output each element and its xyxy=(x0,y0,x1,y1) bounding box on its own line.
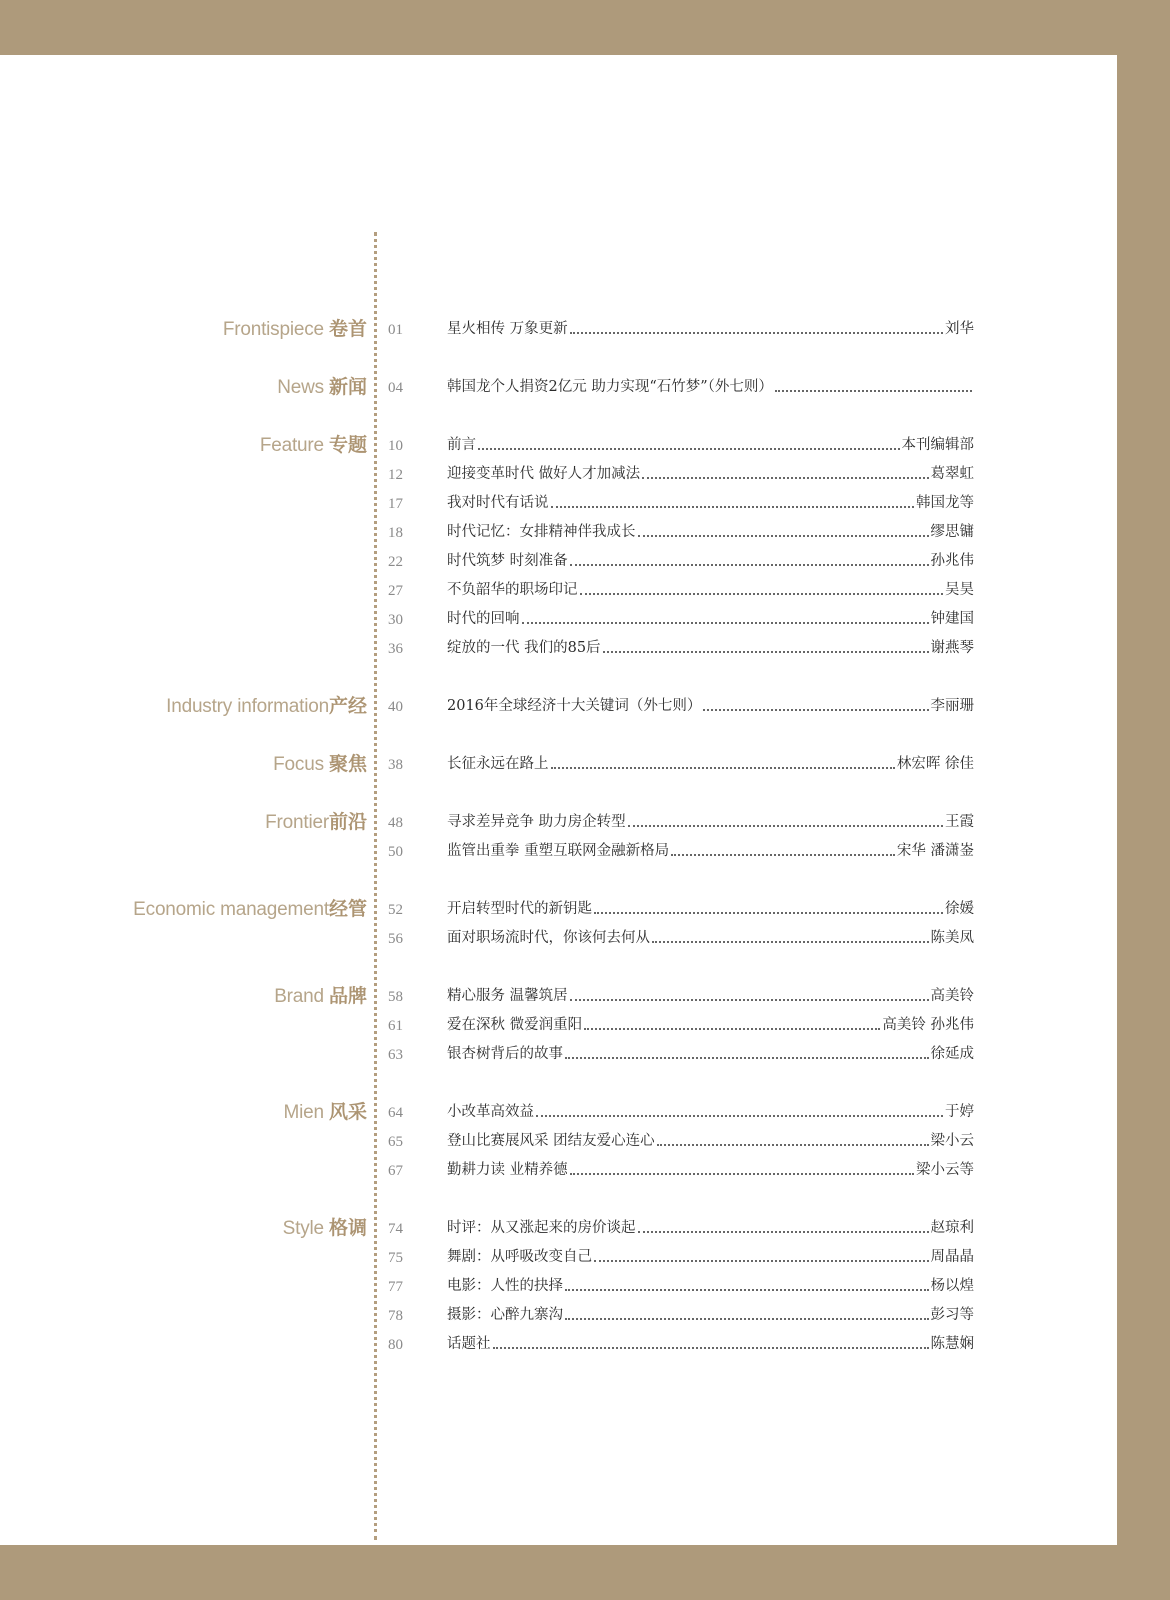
toc-entry[interactable] xyxy=(0,460,1117,489)
entry-line xyxy=(447,1040,974,1069)
article-title[interactable]: 小改革高效益 xyxy=(447,1104,534,1120)
dot-leader xyxy=(570,998,929,1001)
entry-line xyxy=(447,489,974,518)
entry-line xyxy=(447,1243,974,1272)
page-number: 30 xyxy=(388,612,403,628)
dot-leader xyxy=(570,563,929,566)
page-number: 67 xyxy=(388,1163,403,1179)
article-title[interactable]: 星火相传 万象更新 xyxy=(447,321,568,337)
toc-section xyxy=(0,373,1117,402)
article-author: 李丽珊 xyxy=(930,698,974,714)
table-of-contents xyxy=(0,315,1117,1387)
article-title[interactable]: 话题社 xyxy=(447,1336,491,1352)
toc-entry[interactable] xyxy=(0,1330,1117,1359)
article-title[interactable]: 前言 xyxy=(447,437,476,453)
article-author: 高美铃 孙兆伟 xyxy=(882,1017,974,1033)
right-frame-bar xyxy=(1117,0,1170,1600)
dot-leader xyxy=(642,476,928,479)
article-author: 王霞 xyxy=(945,814,974,830)
toc-section xyxy=(0,750,1117,779)
page-number: 75 xyxy=(388,1250,403,1266)
article-title[interactable]: 勤耕力读 业精养德 xyxy=(447,1162,568,1178)
article-author: 陈美凤 xyxy=(930,930,974,946)
dot-leader xyxy=(551,766,895,769)
article-title[interactable]: 时评：从又涨起来的房价谈起 xyxy=(447,1220,636,1236)
toc-entry[interactable] xyxy=(0,982,1117,1011)
entry-line xyxy=(447,1098,974,1127)
toc-entry[interactable] xyxy=(0,315,1117,344)
page-number: 56 xyxy=(388,931,403,947)
entry-line xyxy=(447,982,974,1011)
article-title[interactable]: 不负韶华的职场印记 xyxy=(447,582,578,598)
toc-entry[interactable] xyxy=(0,808,1117,837)
toc-section xyxy=(0,692,1117,721)
article-title[interactable]: 银杏树背后的故事 xyxy=(447,1046,563,1062)
page-number: 40 xyxy=(388,699,403,715)
article-author: 彭习等 xyxy=(930,1307,974,1323)
toc-entry[interactable] xyxy=(0,837,1117,866)
dot-leader xyxy=(570,331,943,334)
dot-leader xyxy=(584,1027,880,1030)
article-author: 梁小云 xyxy=(930,1133,974,1149)
page-number: 74 xyxy=(388,1221,403,1237)
article-title[interactable]: 登山比赛展风采 团结友爱心连心 xyxy=(447,1133,655,1149)
entry-line xyxy=(447,576,974,605)
dot-leader xyxy=(652,940,929,943)
entry-line xyxy=(447,895,974,924)
page-number: 38 xyxy=(388,757,403,773)
article-title[interactable]: 舞剧：从呼吸改变自己 xyxy=(447,1249,592,1265)
page-number: 50 xyxy=(388,844,403,860)
entry-line xyxy=(447,431,974,460)
toc-entry[interactable] xyxy=(0,547,1117,576)
toc-entry[interactable] xyxy=(0,1127,1117,1156)
toc-entry[interactable] xyxy=(0,1272,1117,1301)
article-title[interactable]: 时代的回响 xyxy=(447,611,520,627)
toc-entry[interactable] xyxy=(0,576,1117,605)
entry-line xyxy=(447,750,974,779)
article-author: 杨以煌 xyxy=(930,1278,974,1294)
dot-leader xyxy=(638,534,929,537)
dot-leader xyxy=(570,1172,914,1175)
article-title[interactable]: 长征永远在路上 xyxy=(447,756,549,772)
dot-leader xyxy=(565,1288,929,1291)
dot-leader xyxy=(536,1114,943,1117)
page-number: 77 xyxy=(388,1279,403,1295)
toc-entry[interactable] xyxy=(0,1156,1117,1185)
article-author: 于婷 xyxy=(945,1104,974,1120)
section-title-zh: 品牌 xyxy=(328,985,367,1007)
section-title-zh: 新闻 xyxy=(328,376,367,398)
article-title[interactable]: 开启转型时代的新钥匙 xyxy=(447,901,592,917)
toc-section xyxy=(0,982,1117,1069)
page-number: 52 xyxy=(388,902,403,918)
article-author: 本刊编辑部 xyxy=(901,437,974,453)
toc-section xyxy=(0,315,1117,344)
article-title[interactable]: 时代筑梦 时刻准备 xyxy=(447,553,568,569)
article-author: 梁小云等 xyxy=(916,1162,974,1178)
dot-leader xyxy=(478,447,900,450)
section-title-en: Industry information xyxy=(166,696,329,717)
toc-entry[interactable] xyxy=(0,750,1117,779)
article-author: 陈慧娴 xyxy=(930,1336,974,1352)
dot-leader xyxy=(594,911,943,914)
entry-line xyxy=(447,1127,974,1156)
toc-entry[interactable] xyxy=(0,1098,1117,1127)
dot-leader xyxy=(657,1143,929,1146)
dot-leader xyxy=(551,505,915,508)
section-title-en: Economic management xyxy=(133,899,329,920)
section-title-en: Feature xyxy=(259,435,329,456)
article-title[interactable]: 我对时代有话说 xyxy=(447,495,549,511)
toc-section xyxy=(0,808,1117,866)
entry-line xyxy=(447,1214,974,1243)
page-number: 04 xyxy=(388,380,403,396)
article-title[interactable]: 监管出重拳 重塑互联网金融新格局 xyxy=(447,843,670,859)
dot-leader xyxy=(603,650,929,653)
article-author: 高美铃 xyxy=(930,988,974,1004)
dot-leader xyxy=(775,389,972,392)
page-number: 78 xyxy=(388,1308,403,1324)
toc-entry[interactable] xyxy=(0,1301,1117,1330)
article-title[interactable]: 电影：人性的抉择 xyxy=(447,1278,563,1294)
page-number: 18 xyxy=(388,525,403,541)
dot-leader xyxy=(565,1317,929,1320)
page-number: 58 xyxy=(388,989,403,1005)
toc-section xyxy=(0,895,1117,953)
section-title-en: Focus xyxy=(273,754,329,775)
entry-line xyxy=(447,808,974,837)
dot-leader xyxy=(594,1259,929,1262)
article-title[interactable]: 精心服务 温馨筑居 xyxy=(447,988,568,1004)
toc-entry[interactable] xyxy=(0,924,1117,953)
article-author: 林宏晖 徐佳 xyxy=(896,756,974,772)
article-title[interactable]: 爱在深秋 微爱润重阳 xyxy=(447,1017,583,1033)
toc-entry[interactable] xyxy=(0,518,1117,547)
page-number: 63 xyxy=(388,1047,403,1063)
entry-line xyxy=(447,373,974,402)
page-number: 22 xyxy=(388,554,403,570)
toc-entry[interactable] xyxy=(0,1214,1117,1243)
page-number: 65 xyxy=(388,1134,403,1150)
article-author: 徐延成 xyxy=(930,1046,974,1062)
page-number: 80 xyxy=(388,1337,403,1353)
article-title[interactable]: 面对职场流时代，你该何去何从 xyxy=(447,930,650,946)
section-title-en: News xyxy=(277,377,329,398)
entry-line xyxy=(447,924,974,953)
toc-entry[interactable] xyxy=(0,1011,1117,1040)
section-title-zh: 经管 xyxy=(328,898,367,920)
section-title-zh: 风采 xyxy=(328,1101,367,1123)
article-author: 徐媛 xyxy=(945,901,974,917)
dot-leader xyxy=(493,1346,929,1349)
entry-line xyxy=(447,1272,974,1301)
article-author: 刘华 xyxy=(945,321,974,337)
section-title-zh: 前沿 xyxy=(328,811,367,833)
entry-line xyxy=(447,460,974,489)
dot-leader xyxy=(565,1056,929,1059)
dot-leader xyxy=(638,1230,929,1233)
article-author: 缪思镛 xyxy=(930,524,974,540)
entry-line xyxy=(447,315,974,344)
section-title-en: Style xyxy=(282,1218,329,1239)
page-number: 01 xyxy=(388,322,403,338)
page-number: 10 xyxy=(388,438,403,454)
page-number: 61 xyxy=(388,1018,403,1034)
article-title[interactable]: 摄影：心醉九寨沟 xyxy=(447,1307,563,1323)
entry-line xyxy=(447,692,974,721)
page-number: 17 xyxy=(388,496,403,512)
article-title[interactable]: 迎接变革时代 做好人才加减法 xyxy=(447,466,641,482)
toc-entry[interactable] xyxy=(0,692,1117,721)
article-author: 宋华 潘潇崟 xyxy=(896,843,974,859)
page-number: 27 xyxy=(388,583,403,599)
toc-entry[interactable] xyxy=(0,634,1117,663)
toc-section xyxy=(0,431,1117,663)
toc-entry[interactable] xyxy=(0,1040,1117,1069)
page-number: 12 xyxy=(388,467,403,483)
dot-leader xyxy=(522,621,929,624)
entry-line xyxy=(447,605,974,634)
toc-entry[interactable] xyxy=(0,489,1117,518)
article-author: 吴昊 xyxy=(945,582,974,598)
article-author: 赵琼利 xyxy=(930,1220,974,1236)
toc-entry[interactable] xyxy=(0,373,1117,402)
entry-line xyxy=(447,837,974,866)
article-title[interactable]: 寻求差异竞争 助力房企转型 xyxy=(447,814,626,830)
toc-entry[interactable] xyxy=(0,895,1117,924)
bottom-frame-bar xyxy=(0,1545,1170,1600)
section-title-zh: 卷首 xyxy=(328,318,367,340)
section-title-zh: 产经 xyxy=(328,695,367,717)
section-title-zh: 专题 xyxy=(328,434,367,456)
article-title[interactable]: 时代记忆：女排精神伴我成长 xyxy=(447,524,636,540)
article-author: 谢燕琴 xyxy=(930,640,974,656)
section-title-zh: 聚焦 xyxy=(328,753,367,775)
page-number: 48 xyxy=(388,815,403,831)
entry-line xyxy=(447,1330,974,1359)
article-author: 钟建国 xyxy=(930,611,974,627)
article-title[interactable]: 韩国龙个人捐资2亿元 助力实现“石竹梦”（外七则） xyxy=(447,379,773,395)
entry-line xyxy=(447,1301,974,1330)
entry-line xyxy=(447,547,974,576)
article-author: 韩国龙等 xyxy=(916,495,974,511)
section-title-en: Mien xyxy=(283,1102,329,1123)
article-author: 周晶晶 xyxy=(930,1249,974,1265)
section-title-en: Frontispiece xyxy=(222,319,329,340)
toc-entry[interactable] xyxy=(0,605,1117,634)
article-author: 孙兆伟 xyxy=(930,553,974,569)
toc-section xyxy=(0,1098,1117,1185)
toc-entry[interactable] xyxy=(0,431,1117,460)
section-title-zh: 格调 xyxy=(328,1217,367,1239)
toc-section xyxy=(0,1214,1117,1359)
toc-entry[interactable] xyxy=(0,1243,1117,1272)
article-title[interactable]: 绽放的一代 我们的85后 xyxy=(447,640,601,656)
section-title-en: Frontier xyxy=(265,812,329,833)
dot-leader xyxy=(671,853,895,856)
entry-line xyxy=(447,1011,974,1040)
top-frame-bar xyxy=(0,0,1170,55)
dot-leader xyxy=(703,708,928,711)
article-author: 葛翠虹 xyxy=(930,466,974,482)
section-title-en: Brand xyxy=(274,986,329,1007)
entry-line xyxy=(447,634,974,663)
entry-line xyxy=(447,518,974,547)
page-number: 36 xyxy=(388,641,403,657)
page-number: 64 xyxy=(388,1105,403,1121)
dot-leader xyxy=(628,824,943,827)
entry-line xyxy=(447,1156,974,1185)
dot-leader xyxy=(580,592,944,595)
article-title[interactable]: 2016年全球经济十大关键词（外七则） xyxy=(447,698,702,714)
